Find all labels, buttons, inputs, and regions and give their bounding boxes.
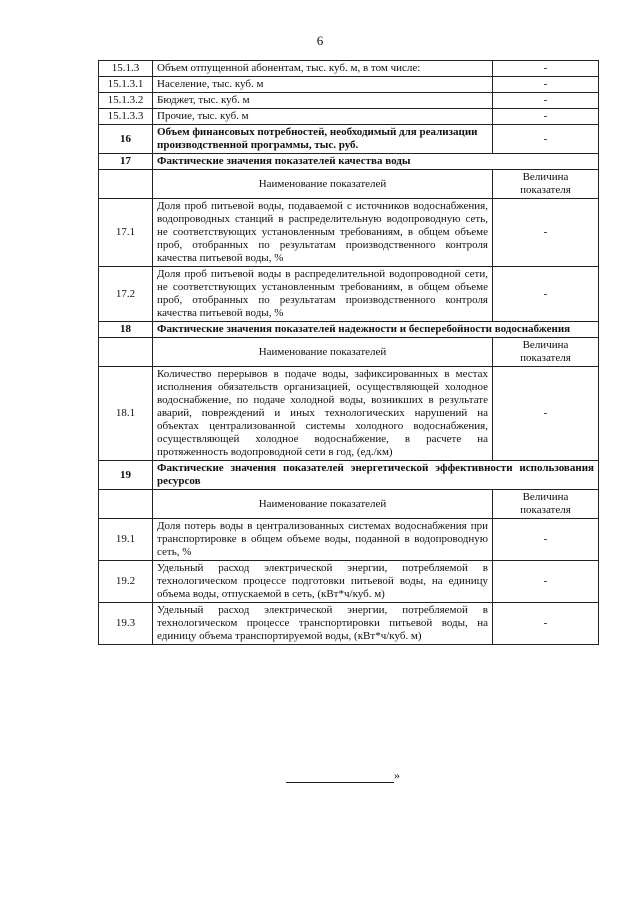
section-number: 17: [99, 154, 153, 170]
document-end-mark: [286, 768, 400, 783]
row-value: -: [493, 61, 599, 77]
table-row: [99, 603, 599, 645]
header-value: Величина показателя: [493, 170, 599, 199]
row-value: -: [493, 519, 599, 561]
header-row: [99, 490, 599, 519]
signature-line: [286, 771, 394, 783]
indicators-table: [98, 60, 599, 645]
section-row: [99, 322, 599, 338]
section-title: Фактические значения показателей надежности и бесперебойности водоснабжения: [153, 322, 599, 338]
table-row: [99, 93, 599, 109]
table-row: [99, 199, 599, 267]
page-number: 6: [316, 33, 324, 48]
row-text: Доля проб питьевой воды в распределительной водопроводной сети, не соответствующих установленным требованиям, в общем объеме проб, отобранных по результатам производственного контроля качества питьевой воды, %: [153, 267, 493, 322]
row-value: -: [493, 77, 599, 93]
row-text: Бюджет, тыс. куб. м: [153, 93, 493, 109]
row-value: -: [493, 109, 599, 125]
closing-quote: »: [394, 768, 400, 782]
row-number: 15.1.3.1: [99, 77, 153, 93]
header-name: Наименование показателей: [153, 490, 493, 519]
row-number: 18.1: [99, 367, 153, 461]
table-row: [99, 109, 599, 125]
row-number: 19.1: [99, 519, 153, 561]
row-text: Объем финансовых потребностей, необходимый для реализации производственной программы, тыс. руб.: [153, 125, 493, 154]
section-title: Фактические значения показателей качества воды: [153, 154, 599, 170]
row-value: -: [493, 367, 599, 461]
section-title: Фактические значения показателей энергетической эффективности использования ресурсов: [153, 461, 599, 490]
header-row: [99, 338, 599, 367]
header-row: [99, 170, 599, 199]
row-number: 15.1.3.2: [99, 93, 153, 109]
row-text: Удельный расход электрической энергии, потребляемой в технологическом процессе транспортировки питьевой воды, на единицу объема транспортируемой воды, (кВт*ч/куб. м): [153, 603, 493, 645]
row-number: 15.1.3.3: [99, 109, 153, 125]
row-text: Удельный расход электрической энергии, потребляемой в технологическом процессе подготовки питьевой воды, на единицу объема воды, отпускаемой в сеть, (кВт*ч/куб. м): [153, 561, 493, 603]
row-value: -: [493, 125, 599, 154]
table-row: [99, 61, 599, 77]
row-value: -: [493, 199, 599, 267]
header-name: Наименование показателей: [153, 170, 493, 199]
table-row: [99, 125, 599, 154]
row-number: 19.3: [99, 603, 153, 645]
table-row: [99, 267, 599, 322]
row-text: Количество перерывов в подаче воды, зафиксированных в местах исполнения обязательств организацией, осуществляющей холодное водоснабжение, по подаче холодной воды, возникших в результате аварий, повреждений и иных технологических нарушений на объектах централизованной системы холодного водоснабжения, осуществляющей холодное водоснабжение, в расчете на протяженность водопроводной сети в год, (ед./км): [153, 367, 493, 461]
row-value: -: [493, 603, 599, 645]
header-value: Величина показателя: [493, 490, 599, 519]
row-value: -: [493, 267, 599, 322]
section-number: 19: [99, 461, 153, 490]
row-text: Доля проб питьевой воды, подаваемой с источников водоснабжения, водопроводных станций в распределительную водопроводную сеть, не соответствующих установленным требованиям, в общем объеме проб, отобранных по результатам производственного контроля качества питьевой воды, %: [153, 199, 493, 267]
table-row: [99, 367, 599, 461]
table-row: [99, 77, 599, 93]
row-number: 16: [99, 125, 153, 154]
table-row: [99, 561, 599, 603]
row-number: 15.1.3: [99, 61, 153, 77]
row-text: Население, тыс. куб. м: [153, 77, 493, 93]
header-name: Наименование показателей: [153, 338, 493, 367]
row-text: Объем отпущенной абонентам, тыс. куб. м, в том числе:: [153, 61, 493, 77]
section-number: 18: [99, 322, 153, 338]
row-value: -: [493, 93, 599, 109]
row-number: 17.1: [99, 199, 153, 267]
row-number: 19.2: [99, 561, 153, 603]
header-value: Величина показателя: [493, 338, 599, 367]
section-row: [99, 461, 599, 490]
section-row: [99, 154, 599, 170]
row-value: -: [493, 561, 599, 603]
row-text: Доля потерь воды в централизованных системах водоснабжения при транспортировке в общем объеме воды, поданной в водопроводную сеть, %: [153, 519, 493, 561]
row-number: 17.2: [99, 267, 153, 322]
row-text: Прочие, тыс. куб. м: [153, 109, 493, 125]
table-row: [99, 519, 599, 561]
